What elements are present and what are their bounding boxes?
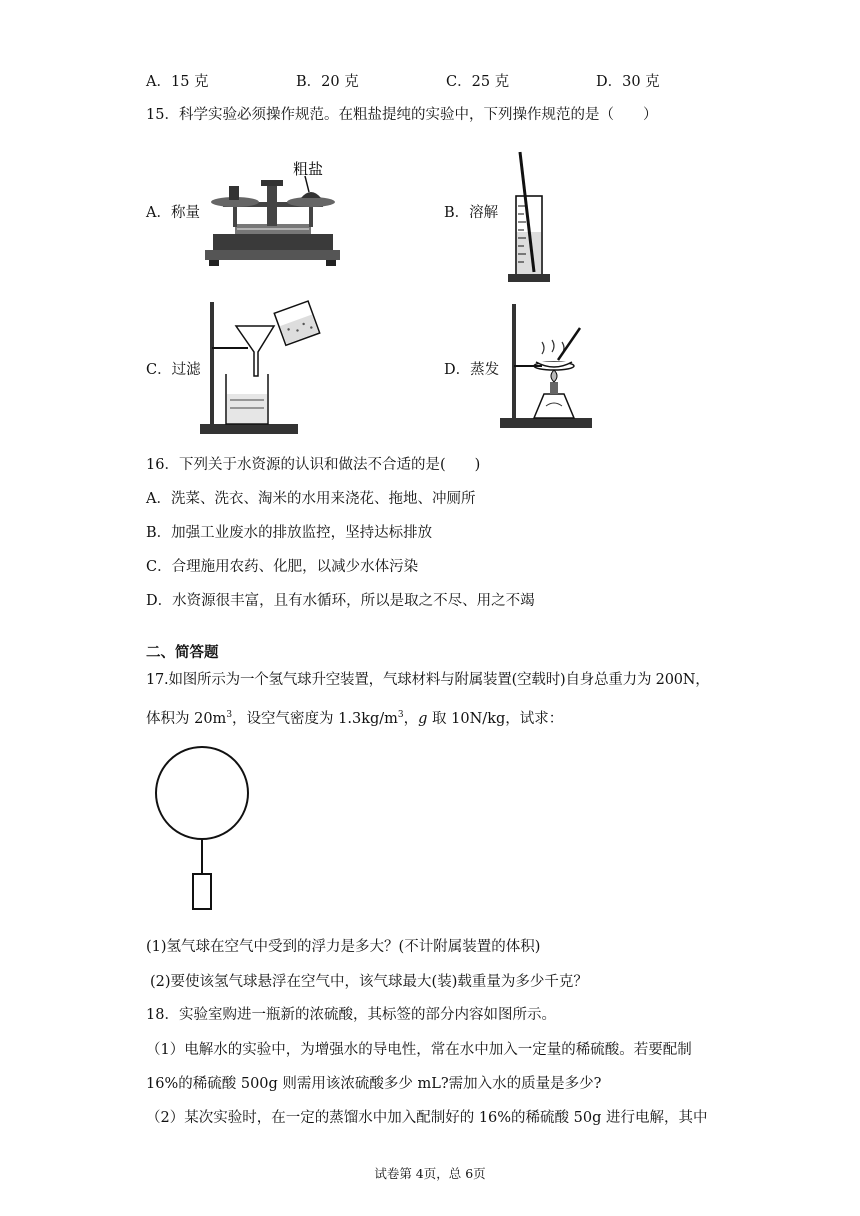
q16-stem: 16．下列关于水资源的认识和做法不合适的是( ) bbox=[146, 457, 481, 473]
q17-line1: 17.如图所示为一个氢气球升空装置，气球材料与附属装置(空载时)自身总重力为 200N， bbox=[146, 672, 710, 688]
attached-device bbox=[193, 874, 211, 909]
q17-sub2: (2)要使该氢气球悬浮在空气中，该气球最大(装)载重量为多少千克？ bbox=[150, 974, 588, 990]
q15-option-b: B．溶解 bbox=[444, 205, 499, 221]
q18-sub1-line1: （1）电解水的实验中，为增强水的导电性，常在水中加入一定量的稀硫酸。若要配制 bbox=[146, 1042, 692, 1058]
evaporation-apparatus-icon bbox=[498, 300, 598, 436]
page-footer: 试卷第 4页，总 6页 bbox=[374, 1166, 486, 1181]
q17-line2: 体积为 $20m^3$，设空气密度为 $1.3kg/m^3$，g 取 10N/kg，试求： bbox=[146, 710, 564, 727]
q16-option-a: A．洗菜、洗衣、淘米的水用来浇花、拖地、冲厕所 bbox=[146, 491, 476, 507]
q16-option-d: D．水资源很丰富，且有水循环，所以是取之不尽、用之不竭 bbox=[146, 593, 535, 609]
q15-option-d: D．蒸发 bbox=[444, 362, 500, 378]
q15-option-c: C．过滤 bbox=[146, 362, 201, 378]
q17-sub1: (1)氢气球在空气中受到的浮力是多大？(不计附属装置的体积) bbox=[146, 939, 541, 955]
q14-option-d: D．30 克 bbox=[596, 74, 660, 90]
q15-stem: 15．科学实验必须操作规范。在粗盐提纯的实验中，下列操作规范的是（ ） bbox=[146, 107, 658, 123]
q16-option-b: B．加强工业废水的排放监控，坚持达标排放 bbox=[146, 525, 433, 541]
graduated-cylinder-icon bbox=[500, 148, 560, 290]
q15-option-a: A．称量 bbox=[146, 205, 200, 221]
balloon-diagram bbox=[150, 740, 260, 919]
q14-option-a: A．15 克 bbox=[146, 74, 209, 90]
q18-stem: 18．实验室购进一瓶新的浓硫酸，其标签的部分内容如图所示。 bbox=[146, 1007, 556, 1023]
q18-sub2-line1: （2）某次实验时，在一定的蒸馏水中加入配制好的 16%的稀硫酸 50g 进行电解，其中 bbox=[146, 1110, 708, 1126]
q16-option-c: C．合理施用农药、化肥，以减少水体污染 bbox=[146, 559, 419, 575]
balloon-circle bbox=[156, 747, 248, 839]
q14-option-b: B．20 克 bbox=[296, 74, 359, 90]
q18-sub1-line2: 16%的稀硫酸 500g 则需用该浓硫酸多少 mL?需加入水的质量是多少? bbox=[146, 1076, 602, 1092]
section-title: 二、简答题 bbox=[146, 645, 219, 661]
balance-icon bbox=[205, 152, 340, 276]
filtration-apparatus-icon bbox=[198, 296, 328, 442]
q14-option-c: C．25 克 bbox=[446, 74, 510, 90]
balance-label: 粗盐 bbox=[293, 160, 324, 178]
